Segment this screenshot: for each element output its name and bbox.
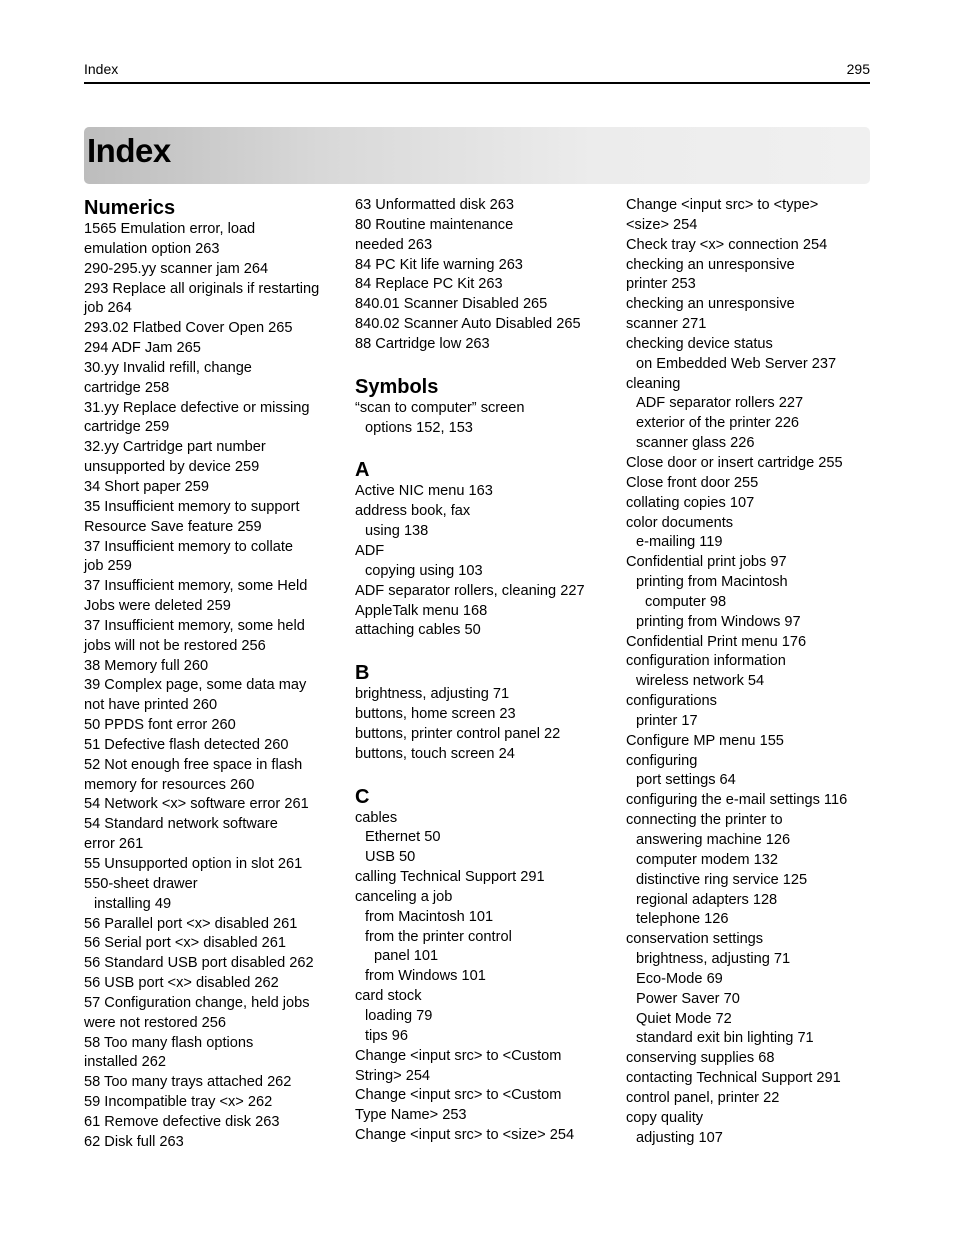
index-entry: checking an unresponsive (626, 296, 795, 313)
index-entry: 30.yy Invalid refill, change (84, 359, 252, 376)
index-entry: 62 Disk full 263 (84, 1133, 184, 1150)
index-subentry: scanner glass 226 (636, 435, 755, 452)
index-entry: Close door or insert cartridge 255 (626, 454, 843, 471)
index-subentry: from Windows 101 (365, 968, 486, 985)
index-entry: “scan to computer” screen (355, 399, 525, 416)
index-entry: AppleTalk menu 168 (355, 602, 488, 619)
index-entry: control panel, printer 22 (626, 1089, 780, 1106)
index-entry: calling Technical Support 291 (355, 869, 545, 886)
index-entry: 39 Complex page, some data may (84, 677, 307, 694)
index-entry: installed 262 (84, 1054, 166, 1071)
index-subentry: standard exit bin lighting 71 (636, 1030, 814, 1047)
index-entry: 293.02 Flatbed Cover Open 265 (84, 320, 293, 337)
index-entry: 57 Configuration change, held jobs (84, 994, 310, 1011)
section-heading: Numerics (84, 197, 176, 219)
index-subentry: installing 49 (94, 895, 172, 912)
index-entry: cartridge 259 (84, 419, 170, 436)
section-heading: A (355, 459, 370, 482)
index-entry: checking device status (626, 335, 773, 352)
index-entry: 38 Memory full 260 (84, 657, 209, 674)
index-entry: memory for resources 260 (84, 776, 255, 793)
index-entry: 63 Unformatted disk 263 (355, 197, 514, 213)
index-entry: 56 USB port <x> disabled 262 (84, 975, 279, 992)
index-entry: <size> 254 (626, 216, 698, 233)
index-entry: card stock (355, 988, 422, 1005)
index-entry: printer 253 (626, 276, 696, 293)
index-entry: 840.02 Scanner Auto Disabled 265 (355, 316, 581, 333)
index-entry: Check tray <x> connection 254 (626, 236, 828, 253)
index-entry: 54 Network <x> software error 261 (84, 796, 309, 813)
index-entry: error 261 (84, 836, 144, 853)
section-heading: B (355, 662, 370, 685)
index-entry: checking an unresponsive (626, 256, 795, 273)
index-entry: Confidential print jobs 97 (626, 554, 787, 571)
index-subentry: regional adapters 128 (636, 891, 778, 908)
index-entry: 56 Parallel port <x> disabled 261 (84, 915, 298, 932)
index-subentry: printer 17 (636, 712, 698, 729)
index-entry: color documents (626, 514, 734, 531)
index-entry: address book, fax (355, 503, 471, 520)
index-entry: Type Name> 253 (355, 1107, 467, 1124)
index-entry: 840.01 Scanner Disabled 265 (355, 296, 548, 313)
index-subentry: USB 50 (365, 849, 416, 866)
index-entry: 50 PPDS font error 260 (84, 717, 236, 734)
index-entry: scanner 271 (626, 316, 707, 333)
index-entry: 34 Short paper 259 (84, 478, 209, 495)
section-heading: Symbols (355, 375, 439, 398)
index-subentry: loading 79 (365, 1008, 433, 1024)
index-subentry: tips 96 (365, 1027, 408, 1044)
index-entry: 58 Too many trays attached 262 (84, 1074, 292, 1091)
index-subentry: from Macintosh 101 (365, 908, 494, 925)
index-entry: brightness, adjusting 71 (355, 686, 510, 703)
index-entry: buttons, printer control panel 22 (355, 725, 561, 742)
index-entry: job 259 (84, 558, 132, 575)
index-subentry: using 138 (365, 523, 429, 540)
index-entry: Close front door 255 (626, 474, 759, 491)
index-entry: 59 Incompatible tray <x> 262 (84, 1094, 273, 1111)
index-entry: Change <input src> to <size> 254 (355, 1127, 575, 1144)
index-entry: jobs will not be restored 256 (84, 637, 266, 654)
index-entry: Change <input src> to <type> (626, 197, 819, 213)
index-subentry: panel 101 (374, 948, 439, 965)
index-subentry: brightness, adjusting 71 (636, 951, 791, 968)
section-heading: C (355, 785, 370, 808)
index-subentry: Eco-Mode 69 (636, 970, 723, 987)
index-entry: 84 Replace PC Kit 263 (355, 276, 503, 293)
index-subentry: Quiet Mode 72 (636, 1010, 732, 1027)
index-entry: configuration information (626, 653, 786, 670)
index-entry: 54 Standard network software (84, 816, 278, 833)
index-entry: ADF (355, 542, 385, 559)
index-entry: 37 Insufficient memory, some held (84, 617, 305, 634)
index-subentry: adjusting 107 (636, 1129, 723, 1146)
index-subentry: telephone 126 (636, 911, 729, 928)
index-subentry: options 152, 153 (365, 419, 473, 436)
index-subentry: on Embedded Web Server 237 (636, 355, 837, 372)
index-subentry: exterior of the printer 226 (636, 415, 800, 432)
index-entry: 58 Too many flash options (84, 1034, 254, 1051)
index-entry: 80 Routine maintenance (355, 216, 514, 233)
index-entry: Configure MP menu 155 (626, 732, 784, 749)
index-entry: 35 Insufficient memory to support (84, 498, 300, 515)
index-subentry: printing from Macintosh (636, 574, 788, 591)
index-column-1 (84, 196, 339, 1153)
index-entry: 61 Remove defective disk 263 (84, 1113, 280, 1130)
index-entry: cleaning (626, 375, 681, 392)
index-subentry: printing from Windows 97 (636, 613, 801, 630)
index-entry: 56 Serial port <x> disabled 261 (84, 935, 287, 952)
index-entry: collating copies 107 (626, 494, 755, 511)
index-entry: 88 Cartridge low 263 (355, 335, 490, 352)
index-entry: 37 Insufficient memory, some Held (84, 578, 308, 595)
index-entry: 84 PC Kit life warning 263 (355, 256, 523, 273)
index-entry: conservation settings (626, 931, 764, 948)
index-entry: 56 Standard USB port disabled 262 (84, 955, 314, 972)
index-subentry: from the printer control (365, 928, 512, 945)
index-entry: Change <input src> to <Custom (355, 1047, 562, 1064)
index-entry: 294 ADF Jam 265 (84, 340, 201, 357)
index-entry: unsupported by device 259 (84, 459, 260, 476)
index-subentry: e-mailing 119 (636, 534, 723, 551)
index-entry: conserving supplies 68 (626, 1050, 775, 1067)
index-entry: cables (355, 809, 398, 826)
index-entry: connecting the printer to (626, 812, 783, 829)
index-subentry: ADF separator rollers 227 (636, 395, 804, 412)
index-entry: Active NIC menu 163 (355, 483, 493, 500)
index-entry: 55 Unsupported option in slot 261 (84, 856, 303, 872)
index-entry: 51 Defective flash detected 260 (84, 736, 289, 753)
index-entry: cartridge 258 (84, 379, 170, 396)
index-entry: Jobs were deleted 259 (84, 598, 231, 615)
index-subentry: copying using 103 (365, 562, 483, 579)
index-entry: were not restored 256 (84, 1014, 226, 1031)
index-entry: 293 Replace all originals if restarting (84, 280, 320, 297)
index-entry: needed 263 (355, 236, 433, 253)
index-entry: ADF separator rollers, cleaning 227 (355, 582, 585, 599)
index-entry: not have printed 260 (84, 697, 218, 714)
page-header (84, 60, 870, 84)
header-page-number: 295 (846, 61, 870, 77)
index-entry: Resource Save feature 259 (84, 518, 262, 535)
index-entry: 52 Not enough free space in flash (84, 756, 303, 773)
index-subentry: computer modem 132 (636, 851, 778, 868)
index-subentry: computer 98 (645, 593, 727, 610)
index-entry: copy quality (626, 1109, 704, 1126)
index-entry: job 264 (84, 300, 132, 317)
index-entry: configuring the e-mail settings 116 (626, 792, 848, 809)
index-entry: 31.yy Replace defective or missing (84, 399, 310, 416)
index-subentry: port settings 64 (636, 772, 736, 789)
index-entry: Change <input src> to <Custom (355, 1087, 562, 1104)
index-subentry: Power Saver 70 (636, 990, 740, 1007)
index-entry: 550-sheet drawer (84, 875, 198, 892)
index-column-2 (355, 196, 610, 1146)
index-subentry: answering machine 126 (636, 832, 791, 848)
index-entry: buttons, touch screen 24 (355, 745, 515, 762)
index-entry: buttons, home screen 23 (355, 706, 516, 723)
index-subentry: distinctive ring service 125 (636, 871, 808, 888)
index-entry: contacting Technical Support 291 (626, 1070, 841, 1087)
index-entry: String> 254 (355, 1067, 431, 1084)
index-subentry: wireless network 54 (636, 673, 765, 690)
index-entry: 37 Insufficient memory to collate (84, 538, 294, 555)
header-section-label: Index (84, 61, 119, 77)
index-entry: emulation option 263 (84, 240, 220, 257)
index-entry: 32.yy Cartridge part number (84, 439, 266, 456)
index-entry: 1565 Emulation error, load (84, 221, 256, 237)
index-entry: 290-295.yy scanner jam 264 (84, 260, 269, 277)
index-column-3 (626, 196, 876, 1149)
index-subentry: Ethernet 50 (365, 829, 441, 846)
index-entry: attaching cables 50 (355, 622, 481, 639)
page-title: Index (87, 132, 171, 169)
index-entry: configuring (626, 752, 698, 769)
title-banner (84, 127, 870, 184)
index-entry: configurations (626, 693, 717, 710)
index-entry: canceling a job (355, 888, 453, 905)
index-entry: Confidential Print menu 176 (626, 633, 807, 650)
